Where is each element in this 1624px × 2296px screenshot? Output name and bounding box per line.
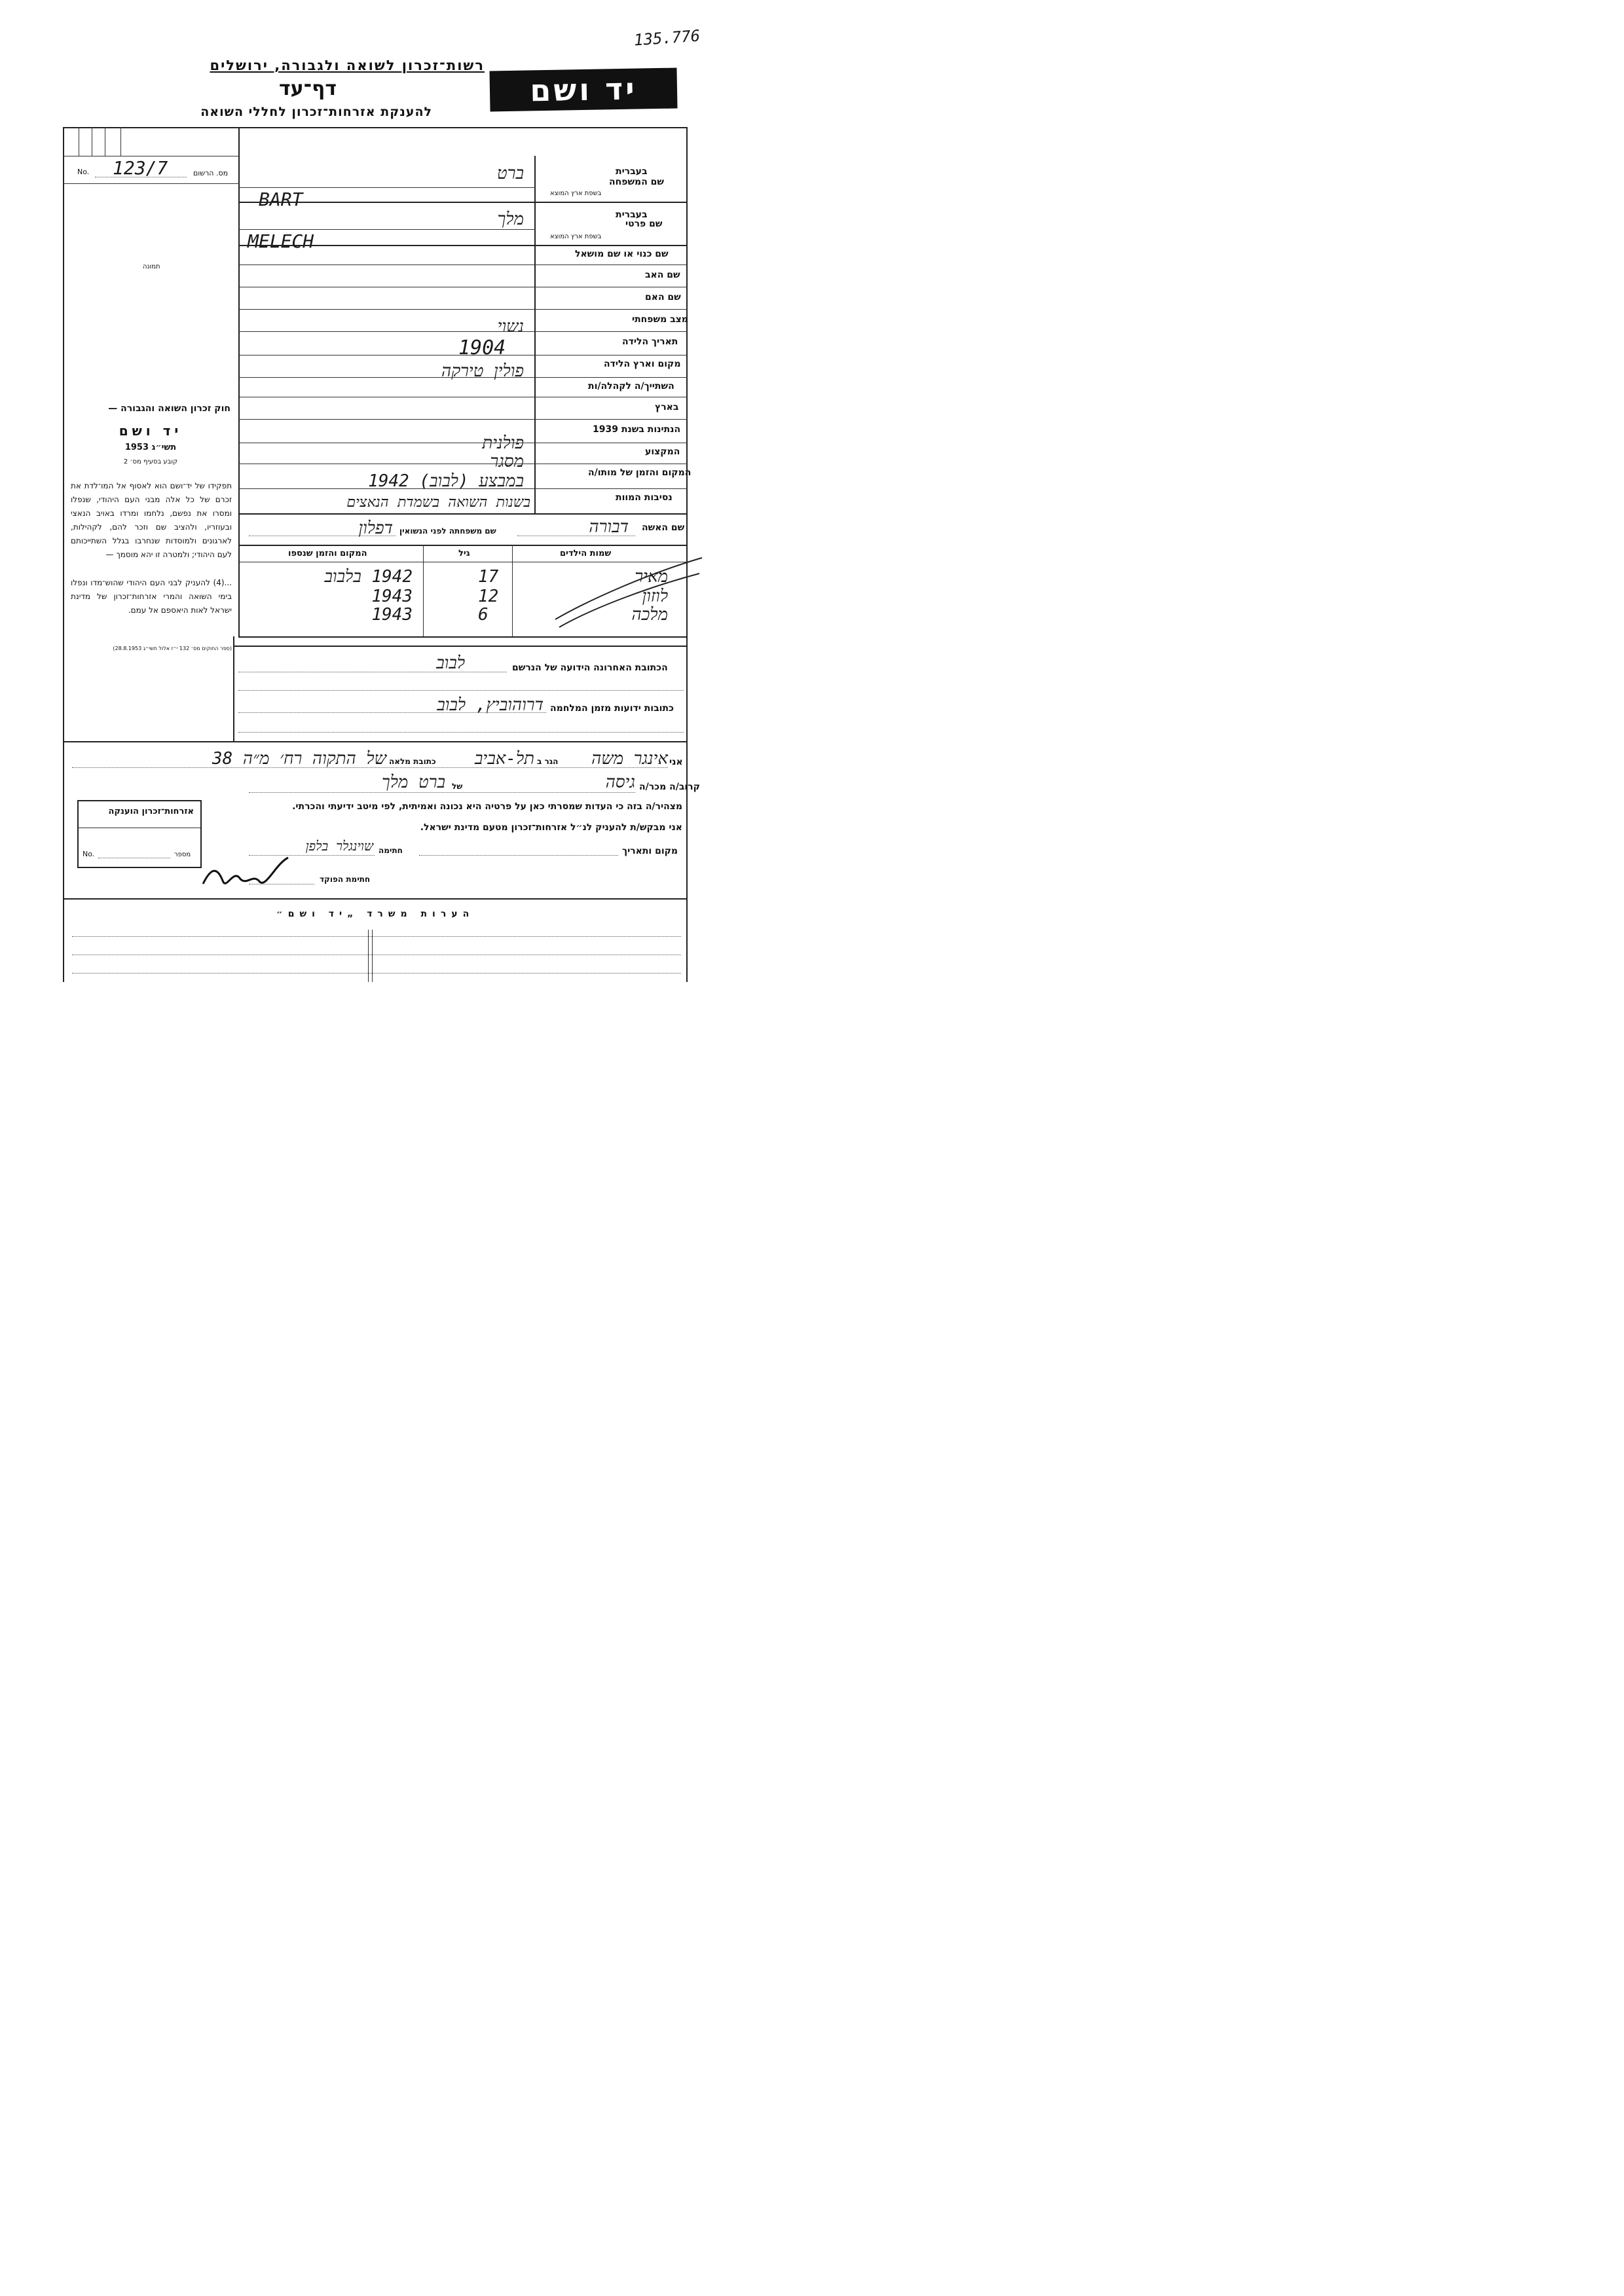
maiden-label: שם משפחתה לפני הנשואין bbox=[399, 526, 496, 536]
signature-label: חתימה bbox=[378, 846, 403, 855]
origin-lang-label-2: בשפת ארץ המוצא bbox=[550, 233, 602, 240]
death-circumstances-value: בשנות השואה בשמדת הנאצים bbox=[346, 494, 530, 511]
hebrew-label-2: בעברית bbox=[616, 210, 648, 220]
maiden-value: דפלון bbox=[358, 519, 393, 538]
frame-left bbox=[63, 127, 64, 982]
resides-label: הגר ב bbox=[537, 757, 559, 766]
children-header-place: המקום והזמן שנספו bbox=[288, 549, 367, 558]
wife-label: שם האשה bbox=[642, 522, 685, 533]
relation-value: גיסה bbox=[605, 773, 635, 792]
relation-label: קרוב/ה מכר/ה bbox=[639, 782, 700, 792]
archive-number: 135.776 bbox=[633, 26, 701, 50]
child-age: 12 bbox=[478, 587, 499, 606]
children-header-names: שמות הילדים bbox=[560, 549, 612, 558]
form-title: דף־עד bbox=[279, 77, 337, 100]
father-label: שם האב bbox=[645, 270, 680, 280]
photo-label: תמונה bbox=[143, 263, 160, 270]
birth-date-label: תאריך הלידה bbox=[622, 337, 678, 347]
citizenship-box-no-label: No. bbox=[83, 850, 95, 858]
marital-value: נשוי bbox=[497, 317, 524, 337]
child-place: 1942 בלבוב bbox=[324, 567, 413, 587]
birth-place-label: מקום וארץ הלידה bbox=[604, 359, 681, 369]
law-clause: קובע בסעיף מס׳ 2 bbox=[123, 458, 178, 465]
law-title: חוק זכרון השואה והגבורה — bbox=[108, 403, 231, 414]
place-date-label: מקום ותאריך bbox=[622, 846, 678, 856]
i-label: אני bbox=[669, 757, 683, 767]
children-strike-marks bbox=[550, 554, 707, 632]
first-name-label: שם פרטי bbox=[625, 219, 663, 229]
child-name: לוזון bbox=[642, 587, 668, 606]
registration-label: מס. הרשום bbox=[193, 169, 229, 177]
full-address-label: כתובת מלאה bbox=[389, 757, 436, 766]
declaration-text: מצהיר/ה בזה כי העדות שמסרתי כאן על פרטיה היא נכונה ואמיתית, לפי מיטב ידיעתי והכרתי. bbox=[292, 801, 682, 812]
marital-label: מצב משפחתי bbox=[632, 314, 688, 325]
country-label: בארץ bbox=[655, 402, 679, 412]
last-address-value: לבוב bbox=[436, 653, 465, 673]
request-text: אני מבקש/ת להעניק לנ״ל אזרחות־זכרון מטעם מדינת ישראל. bbox=[420, 822, 682, 833]
community-label: השתייך/ה לקהלה/ות bbox=[588, 381, 674, 392]
child-place: 1943 bbox=[371, 605, 413, 625]
registration-number: 123/7 bbox=[113, 157, 168, 179]
law-reference: (ספר החוקים מס׳ 132 י״ז אלול תשי״ג 28.8.1953) bbox=[113, 646, 232, 651]
form-subtitle: להענקת אזרחות־זכרון לחללי השואה bbox=[200, 105, 432, 119]
citizenship-label: הנתינות בשנת 1939 bbox=[593, 424, 681, 435]
origin-lang-label: בשפת ארץ המוצא bbox=[550, 190, 602, 197]
child-name: מלכה bbox=[631, 605, 668, 625]
declarant-signature: שוינגלר בלפן bbox=[305, 838, 373, 854]
profession-value: מסגר bbox=[490, 452, 524, 471]
citizenship-value: פולנית bbox=[482, 433, 524, 453]
declarant-name: אינגר משה bbox=[591, 749, 668, 769]
yad-vashem-logo bbox=[489, 68, 677, 112]
wife-value: דבורה bbox=[589, 517, 629, 537]
law-text-2: ...(4) להעניק לבני העם היהודי שהוש־מדו ונפלו בימי השואה והמרי אזרחות־זכרון של מדינת ישראל לאות היאספם אל עמם. bbox=[71, 578, 232, 615]
law-text-1: תפקידו של יד־ושם הוא לאסוף אל המו־לדת את זכרם של כל אלה מבני העם היהודי, שנפלו ומסרו את נפשם, נלחמו ומרדו באויב הנאצי ובעוזריו, ולהציב שם וזכר להם, לקהילות, לארגונים ולמוסדות שנחרבו בגלל השתייכותם לעם היהודי; ולמטרה זו יהא מוסמך — bbox=[71, 481, 232, 559]
child-age: 17 bbox=[478, 567, 499, 587]
law-year: תשי״ג 1953 bbox=[124, 443, 177, 452]
office-notes-title: הערות משרד „יד ושם״ bbox=[276, 909, 475, 919]
officer-signature-label: חתימת הפוקד bbox=[320, 875, 371, 884]
war-address-value: דרוהוביץ, לבוב bbox=[437, 695, 544, 715]
first-name-latin: MELECH bbox=[248, 230, 314, 252]
death-place-label: המקום והזמן של מותו/ה bbox=[588, 467, 692, 478]
citizenship-box bbox=[77, 800, 202, 868]
birth-place-value: פולין טירקה bbox=[441, 361, 524, 381]
family-name-hebrew: ברט bbox=[496, 164, 524, 183]
citizenship-box-title: אזרחות־זכרון הוענקה bbox=[108, 807, 194, 816]
family-name-label: שם המשפחה bbox=[609, 177, 665, 187]
child-name: מאיר bbox=[635, 567, 668, 587]
nickname-label: שם כנוי או שם מושאל bbox=[575, 249, 669, 259]
logo-text: יד ושם bbox=[529, 71, 638, 109]
law-name: יד ושם bbox=[119, 423, 183, 439]
of-label: של bbox=[452, 782, 463, 791]
first-name-hebrew: מלך bbox=[497, 210, 524, 229]
declarant-city: תל-אביב bbox=[474, 749, 534, 769]
child-age: 6 bbox=[478, 605, 489, 625]
mother-label: שם האם bbox=[645, 292, 681, 302]
death-circumstances-label: נסיבות המוות bbox=[616, 492, 673, 503]
birth-date-value: 1904 bbox=[458, 337, 506, 359]
child-place: 1943 bbox=[371, 587, 413, 606]
authority-name: רשות־זכרון לשואה ולגבורה, ירושלים bbox=[210, 58, 485, 73]
citizenship-box-number-label: מספר bbox=[174, 851, 191, 858]
hebrew-label: בעברית bbox=[616, 166, 648, 177]
death-place-value: במבצע (לבוב) 1942 bbox=[368, 471, 524, 491]
children-header-age: גיל bbox=[458, 549, 470, 558]
of-value: ברט מלך bbox=[381, 773, 445, 792]
declarant-address: של התקוה רח׳ מ״ה 38 bbox=[212, 749, 386, 769]
family-name-latin: BART bbox=[259, 189, 303, 210]
war-address-label: כתובות ידועות מזמן המלחמה bbox=[550, 703, 674, 714]
officer-signature bbox=[196, 851, 295, 897]
registration-no-label: No. bbox=[77, 168, 90, 176]
last-address-label: הכתובת האחרונה הידועה של הנרשם bbox=[512, 663, 668, 673]
profession-label: המקצוע bbox=[645, 446, 680, 457]
